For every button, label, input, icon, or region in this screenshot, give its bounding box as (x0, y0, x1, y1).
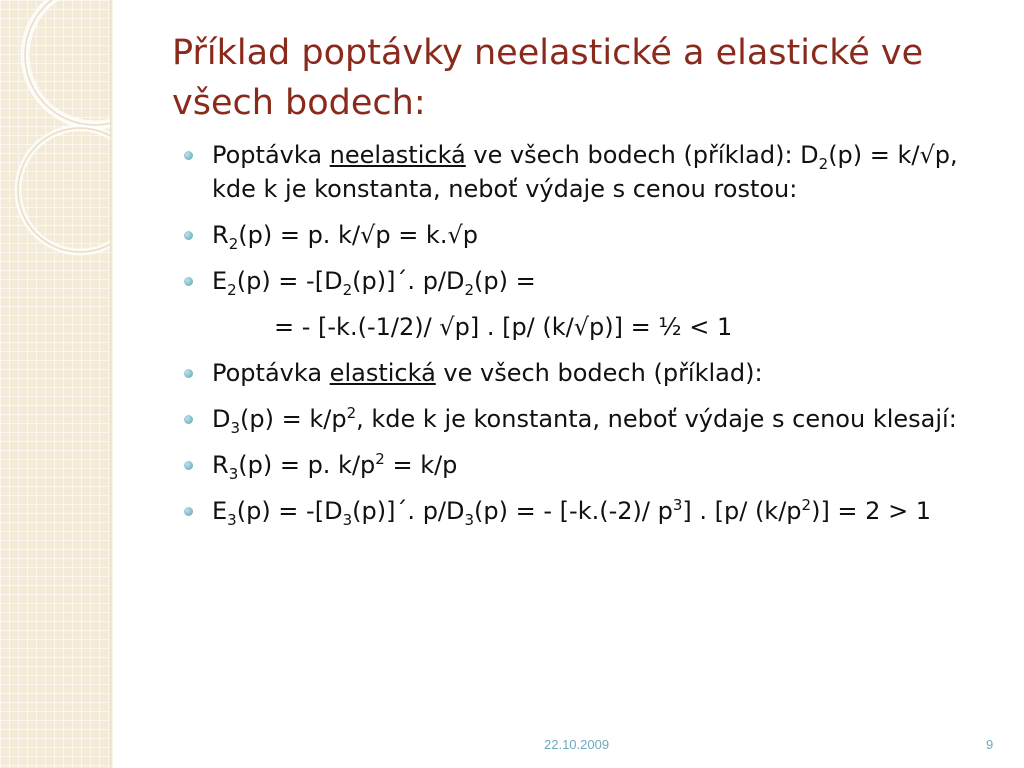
page-number: 9 (986, 737, 994, 752)
list-item: $D_3(p) = k/p^2$, kde k je konstanta, neboť výdaje s cenou klesají: (184, 402, 994, 436)
list-item: $E_2(p)$ = $-[D_2(p)]´$. $p/D_2(p)$ = (184, 264, 994, 298)
list-item: $R_2(p) = p$. k/√p = k.√p (184, 218, 994, 252)
slide-content (184, 138, 994, 540)
list-item-continuation: = - [-k.(-1/2)/ √p] . [p/ (k/√p)] = ½ < 1 (274, 313, 733, 341)
term-neelasticka: neelastická (329, 141, 466, 169)
bullet-icon (184, 461, 193, 470)
bullet-icon (184, 507, 193, 516)
sidebar-edge (110, 0, 113, 768)
list-item: Poptávka elastická ve všech bodech (příklad): (184, 356, 994, 390)
slide-title: Příklad poptávky neelastické a elastické ve všech bodech: (172, 33, 924, 123)
bullet-icon (184, 231, 193, 240)
decorative-sidebar (0, 0, 112, 768)
bullet-icon (184, 415, 193, 424)
list-item: Poptávka neelastická ve všech bodech (příklad): $D_2(p) = k/√p$, kde k je konstanta, neboť výdaje s cenou rostou: (184, 138, 994, 206)
footer-date: 22.10.2009 (544, 737, 610, 752)
decorative-arcs (0, 0, 112, 768)
bullet-icon (184, 277, 193, 286)
list-item: $E_3(p)$ = $-[D_3(p)]´$. $p/D_3(p)$ = - [-k.(-2)/ $p^3$] . [p/ $(k/p^2)] = 2 > 1$ (184, 494, 994, 528)
bullet-icon (184, 151, 193, 160)
bullet-icon (184, 369, 193, 378)
term-elasticka: elastická (329, 359, 436, 387)
list-item: $R_3(p) = p$. $k/p^2 = k/p$ (184, 448, 994, 482)
